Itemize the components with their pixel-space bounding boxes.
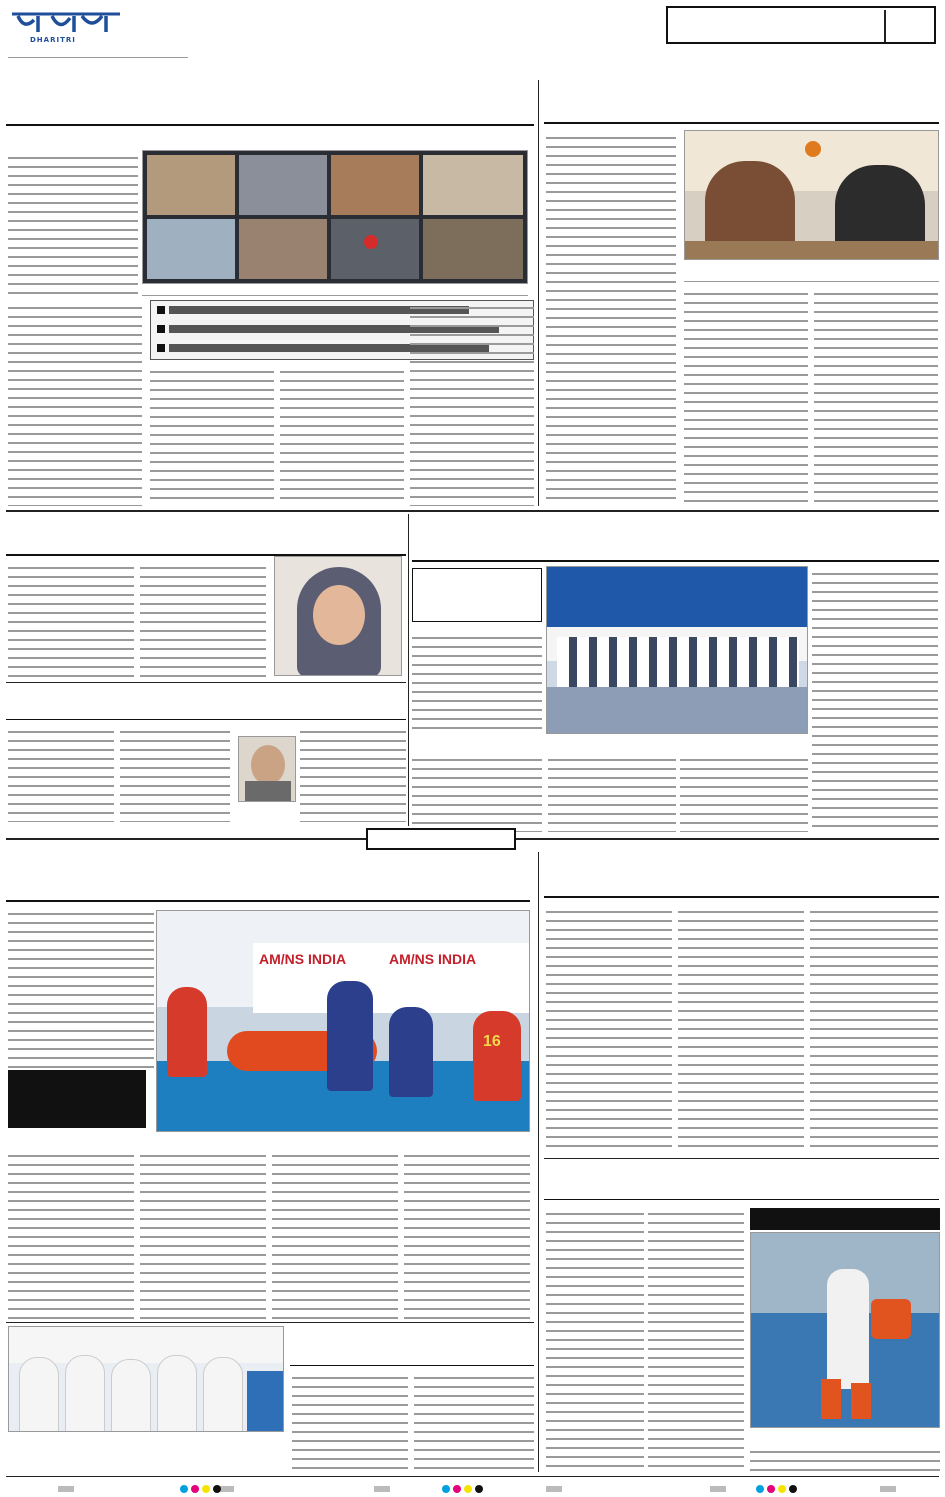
page-section-title-box [666,6,936,44]
kho-kho-match-caption [156,1134,530,1144]
anand-sharma-caption [238,804,296,814]
newspaper-logo [8,6,128,46]
headline-fifa-demands [544,852,939,898]
story-subarnarekha-col2 [150,364,274,506]
jersey-number: 16 [483,1033,501,1050]
headline-odisha-fc-win [544,1160,939,1200]
horizontal-rule-2 [6,838,366,840]
medals-rule [6,1322,534,1323]
story-flood-col2 [684,286,808,506]
kho-kho-match-photo [156,910,530,1132]
story-himachal-col2 [120,724,230,822]
registration-marks-left [180,1485,221,1493]
story-flood-col1 [546,130,676,506]
aap-conference-caption [412,738,808,748]
ultimate-kho-kho-badge [8,1070,146,1128]
headline-subarnarekha [6,82,534,126]
anand-sharma-photo [238,736,296,802]
headline-mehbooba [6,514,406,556]
aap-kicker-box [412,568,542,622]
story-jaguars-col1 [8,1148,134,1320]
story-fifa-col3 [810,904,938,1154]
logo-mark-icon [8,6,128,36]
story-jaguars-col3 [272,1148,398,1320]
story-flood-col3 [814,286,938,506]
page-mark-3 [374,1486,390,1492]
logo-latin-text: DHARITRI [30,36,76,44]
story-subarnarekha-col1 [8,150,138,298]
story-aap-col2 [412,752,542,832]
story-odishafc-col1 [546,1206,644,1472]
column-rule-center-mid [408,514,409,826]
bullet-3 [157,344,165,352]
sponsor-banner-text: AM/NS INDIA [259,951,347,967]
story-odishafc-col3 [750,1444,940,1472]
story-subarnarekha-col1b [8,300,142,506]
section-title-divider [884,10,886,42]
headline-flood-control [544,80,939,124]
swimmers-photo [8,1326,284,1432]
bjp-press-conference-caption [684,262,939,282]
story-jaguars-col4 [404,1148,530,1320]
story-subarnarekha-col3 [280,364,404,506]
page-mark-1 [58,1486,74,1492]
horizontal-rule-2b [516,838,939,840]
headline-odisha-medals [290,1326,534,1366]
story-aap-col1 [412,630,542,734]
dateline-bar [8,46,188,58]
story-aap-col5 [812,566,938,832]
story-fifa-col1 [546,904,672,1154]
story-aap-col4 [680,752,808,832]
bjp-lotus-icon [805,141,821,157]
video-conference-photo [142,150,528,284]
aap-conference-photo [546,566,808,734]
headline-aap-organization [412,514,939,562]
registration-marks-right [756,1485,797,1493]
story-medals-col2 [414,1370,534,1474]
story-medals-col1 [292,1370,408,1474]
horizontal-rule-1 [6,510,939,512]
mehbooba-rule [6,682,406,683]
fifa-rule [544,1158,939,1159]
bullet-1 [157,306,165,314]
headline-jaguars-win [6,852,530,902]
hockey-photo [750,1232,940,1428]
story-fifa-col2 [678,904,804,1154]
sports-section-banner [366,828,516,850]
participant-avatar-red-icon [364,235,378,249]
headline-himachal-congress [6,684,406,720]
sponsor-banner-text-2: AM/NS INDIA [389,951,477,967]
bullet-2 [157,325,165,333]
story-subarnarekha-col4 [410,300,534,506]
swimmers-caption [8,1434,284,1444]
bottom-rule [6,1476,939,1477]
page-mark-5 [710,1486,726,1492]
story-mehbooba-col1 [8,560,134,678]
story-mehbooba-col2 [140,560,266,678]
bjp-press-conference-photo [684,130,939,260]
story-aap-col3 [548,752,676,832]
column-rule-center-top [538,80,539,506]
story-jaguars-intro [8,906,154,1068]
hockey-caption [750,1430,940,1440]
story-himachal-col1 [8,724,114,822]
khelo-india-badge [750,1208,940,1230]
masthead [0,0,945,64]
page-mark-4 [546,1486,562,1492]
registration-marks-center [442,1485,483,1493]
story-jaguars-col2 [140,1148,266,1320]
column-rule-center-bottom [538,852,539,1472]
story-himachal-col3 [300,724,406,822]
story-odishafc-col2 [648,1206,744,1472]
page-mark-6 [880,1486,896,1492]
video-conference-caption [142,286,528,296]
mehbooba-mufti-photo [274,556,402,676]
